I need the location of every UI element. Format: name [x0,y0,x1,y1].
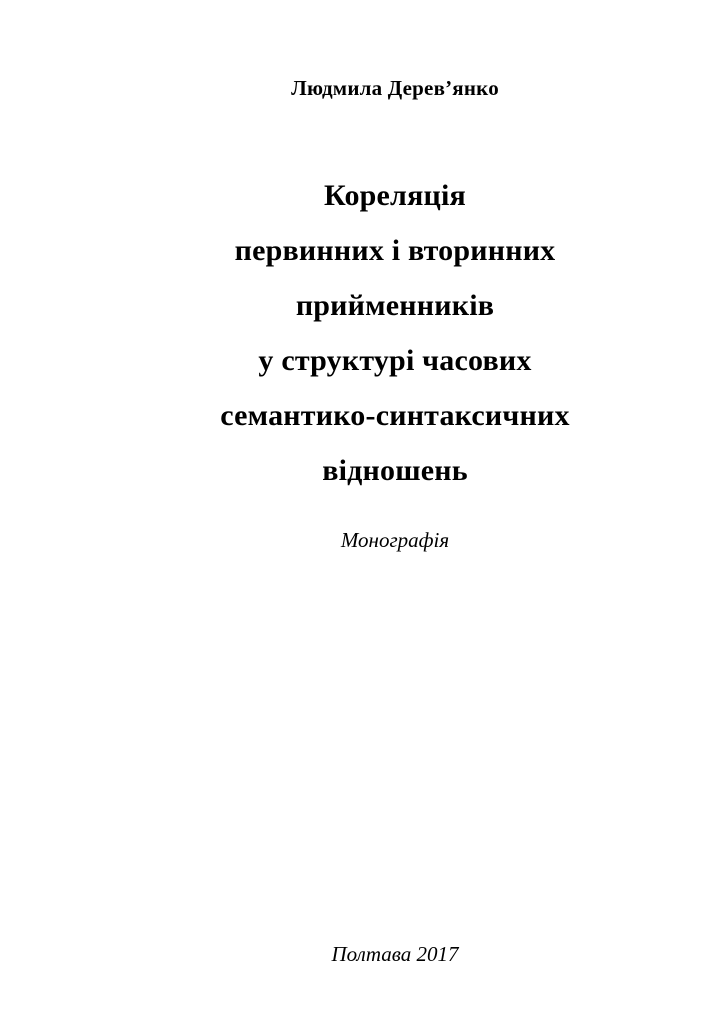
book-title [66,168,724,498]
book-title-line: прийменників [295,289,495,322]
book-title-line: відношень [322,454,468,487]
subtitle-monograph: Монографія [340,528,450,552]
book-title-line: первинних і вторинних [234,234,556,267]
content-column [66,0,724,1024]
imprint-place-year: Полтава 2017 [331,942,459,966]
book-title-line: у структурі часових [258,344,532,377]
author-name: Людмила Дерев’янко [291,76,499,100]
book-title-line: Кореляція [324,179,466,212]
book-title-line: семантико-синтаксичних [220,399,570,432]
